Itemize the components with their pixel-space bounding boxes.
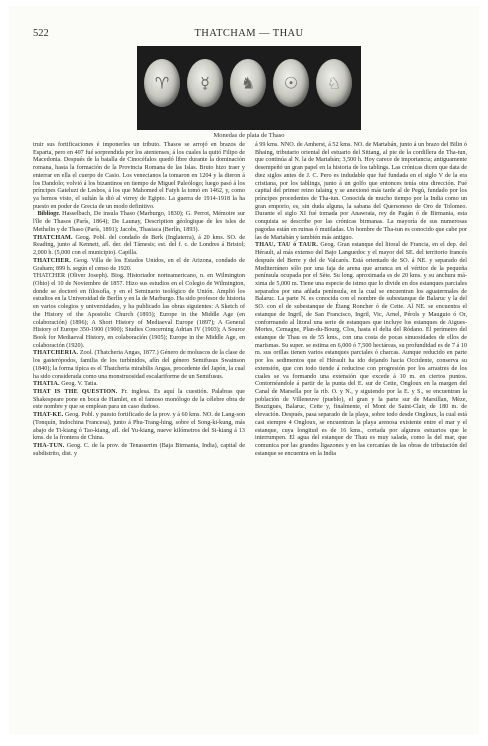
entry-that-is-the-question [33,389,245,412]
entry-that-ke [33,412,245,443]
bibliography-label: Bibliogr. [37,211,60,218]
right-column [255,142,467,458]
coin-figure-icon: ☉ [273,59,309,107]
entry-text: Geog. Gran estanque del litoral de Francia, en el dep. del Hérault, al más extenso del Bajo Languedoc y el mayor del SE. del territorio francés después del Berre y del de Valcarés. Está orientado de SO. á NE. y separado del Mediterráneo sólo por una faja de arena que arranca en el vértice de la pequeña península ocupada por el Sète. Su long. aproximada es de 20 kms. y su anchura máxima de 5,000 m. Tiene una especie de istmo que lo divide en dos estanques parciales separados por una añlada península, en la cual se encuentran los aguatermales de Balaruc. La parte N. es conocida con el nombre de subestanque de Balaruc y la del SO. con el de subestanque de Étang Roncher ó de Cette. Al NE. se encuentra el estanque de Ingril, de San Francisco, Ingril, Vic, Arnel, Pérols y Mauguio ó Or, conformando al litoral una serie de estanques que incluye los estanques de Aigues-Mortes, Cemagne, Plan-du-Bourg, Clos, hasta el delta del Ródano. El perímetro del estanque de Thau es de 55 kms., con una costa de pocas sinuosidades de ellos de marismas. Su super. se estima en 6,000 ó 7,500 hectáreas, su profundidad es de 7 á 10 m. sus orillas tienen varios estanques parciales ó charcas. Aunque reducido en parte por los sedimentos que el Hérault ha ido dejando hacia Occidente, conserva su extensión, que con todo tiende á reducirse con progresión por los arrastres de los cuales se va formando una extensión que excede á 10 m. en ciertos puntos. Contornéandole á partir de la punta del E. sur de Cette, Ongloux en la margen del Canal de Marsella por la rib. O. y N., y siguiendo por la E. y S., se encuentran la población de Villeneuve (pueblo), el gran y la parte sur de Marsillan, Mèze, Bouzigues, Balaruc, Cette y, finalmente, el Mont de Saint-Clair, de 180 m. de elevación. Después, pasa separado de la playa, sobre todo desde Ongloux, la cual está casi siempre 4 Ongloux, se encuentran la playa arenosa existente entre el mar y el estanque, cuya longitud es de 16 kms., cortada por algunos estuarios que le interrumpen. El agua del estanque de Thau es muy salada, como la del mar, que comunica por las grandes ligazones y en las cercanías de las obras de tributación del estanque se encuentra en la India [255,242,467,457]
entry-text: Geog. Pobl. del condado de Berk (Inglaterra), á 20 kms. SO. de Reading, junto al Kennett, afl. der. del Támesis; est. del f. c. de Londres á Bristol; 2,000 h. (5,000 con el municipio). Capilla. [33,234,245,257]
bibliography-text: Hasselbach, De insula Thaso (Marburgo, 1830); G. Perrot, Mémoire sur l'île de Thasos (París, 1864); De Launay, Description géologique de les isles de Methelin y de Thaso (París, 1891); Jacobs, Thasiaca (Berlín, 1893). [33,211,245,233]
coin-satyr-icon: ♞ [230,59,266,107]
running-header [33,28,465,42]
entry-thatcheria [33,350,245,381]
headword: THATCHER. [33,257,72,264]
entry-thatcham [33,235,245,258]
figure-caption: Monedas de plata de Thaso [213,132,285,139]
headword: THA-TUN. [33,443,65,450]
entry-text: Geog. C. de la prov. de Tenasserim (Baja Birmania, India), capital de subdistrito, dist. y [33,443,245,457]
coin-rider-icon: ♘ [316,59,352,107]
headword: THAU, TAU ó TAUR. [255,242,319,249]
headword: THATCHERIA. [33,350,79,357]
coin-plate-figure [137,46,361,130]
entry-text: Fr. inglesa. Es aquí la cuestión. Palabras que Shakespeare pone en boca de Hamlet, en el famoso monólogo de la célebre obra de este nombre y que se emplean para un caso dudoso. [33,389,245,411]
entry-text: Geog. Villa de los Estados Unidos, en el de Arizona, condado de Graham; 899 h. según el censo de 1920. [33,257,245,272]
left-column [33,142,245,458]
headword: THATIA. [33,381,60,388]
encyclopedia-page [9,6,479,734]
paragraph: truir sus fortificaciones é imponerles un tributo. Thasos se arrojó en brazos de Esparta, pero en 407 fué sorprendida por los atenienses, á los cuales la quitó Filipo de Macedonia. Después de la batalla de Cinocéfalos quedó libre durante la dominación romana, hasta la formación de la Provincia Romana de las Islas. Bruto hizo traer y enterrar en ella el cuerpo de Casio. Los venecianos la tomaron en 1204 y la dieron á los Dandolo; volvió á los bizantinos en tiempo de Miguel Paleólogo; luego pasó á los príncipes Gateluzi de Lesbos, á los que Mahomed el Fatyh la tomó en 1462, y, como ya hemos visto, el sultán la dió al virrey de Egipto. La guerra de 1914-1918 la ha puesto en poder de Grecia de un modo definitivo. [33,142,245,210]
entry-thatcher-geog [33,258,245,273]
entry-text: Zool. (Thatcheria Angas, 1877.) Género de moluscos de la clase de los gasterópodos, familia de los turbínidos, afín del género Semifusus Swainson (1840); la forma típica es el Thatcheria mirabilis Angas, procedente del Japón, la cual ha sido considerada como una monstruosidad escalariforme de un Semifusus. [33,350,246,380]
headword: THATCHAM. [33,234,73,241]
entry-text: Geog. V. Tatia. [61,381,98,388]
headword: THAT IS THE QUESTION. [33,389,118,395]
headword: THATCHER (Oliver Joseph). [33,273,109,280]
entry-text: Geog. Pobl. y puesto fortificado de la prov. y á 60 kms. NO. de Lang-son (Tonquín, Indochina Francesa), junto á Phu-Trang-hing, sobre el Song-ki-kung, más abajo de Ti-kiang ó Tao-kiang, afl. del Yu-kiang, nueve kilómetros del Si-kiang á 13 kms. de la frontera de China. [33,412,245,442]
running-title: THATCHAM — THAU [194,28,304,39]
headword: THAT-KE. [33,412,64,419]
entry-tha-tun [33,443,245,458]
coin-stag-icon: ♈ [144,59,180,107]
entry-text: Biog. Historiador norteamericano, n. en Wilmington (Ohio) el 10 de Noviembre de 1857. Hizo sus estudios en el Colegio de Wilmington, donde se doctoró en filosofía, y en el Seminario teológico de Unión. Amplió los estudios en la Universidad de Berlín y en la de Marburgo. Ha sido profesor de historia en varios colegios y universidades, y ha publicado las obras siguientes: A Sketch of the History of the Apostolic Church (1893); Europe in the Middle Age (en colaboración) (1896); A Short History of Mediaeval Europe (1897); A General History of Europe 350-1900 (1900); Studies Concerning Adrian IV (1903); A Source Book for Mediaeval History, en colaboración (1905); Europe in the Middle Age, en colaboración (1920). [33,273,245,349]
coin-figure-icon: ☿ [187,59,223,107]
bibliography-entry [33,211,245,234]
page-number: 522 [33,28,49,39]
entry-thatia [33,381,245,389]
entry-thau [255,242,467,458]
entry-thatcher-biog [33,273,245,350]
paragraph: á 99 kms. NNO. de Amherst, á 52 kms. NO. de Martabán, junto á un brazo del Bilin ó Bhaing, tributario oriental del estuario del Sittang, al pie de la cordillera de Tha-tun, que continúa al N. la de Martabán; 3,500 h. Hoy carece de importancia; antiguamente desempeñó un gran papel en la historia de los tablings. Las crónicas dicen que data de diez siglos antes de J. C. Pero es indudable que fué fundada en el siglo V de la era cristiana, por los tablings, junto á un golfo que entonces tenía otra dirección. Fué capital del primer reino talaing y se anexionó más tarde al de Pegú, fundado por los príncipes procedentes de Tha-tun. Conocida de mucho tiempo por la India como un gran emporio, es, sin duda alguna, la sabana del Quersoneso de Oro de Tolomeo. Durante el siglo XI fué tomada por Anawrata, rey de Pagán ó de Birmania, esta conquista se describe por las crónicas birmanas. La mayoría de sus numerosas pagodas están en ruinas ó mutiladas. Un hombre de Tha-tun es conocido que cabe por las de Martabán y también más antiguo. [255,142,467,241]
